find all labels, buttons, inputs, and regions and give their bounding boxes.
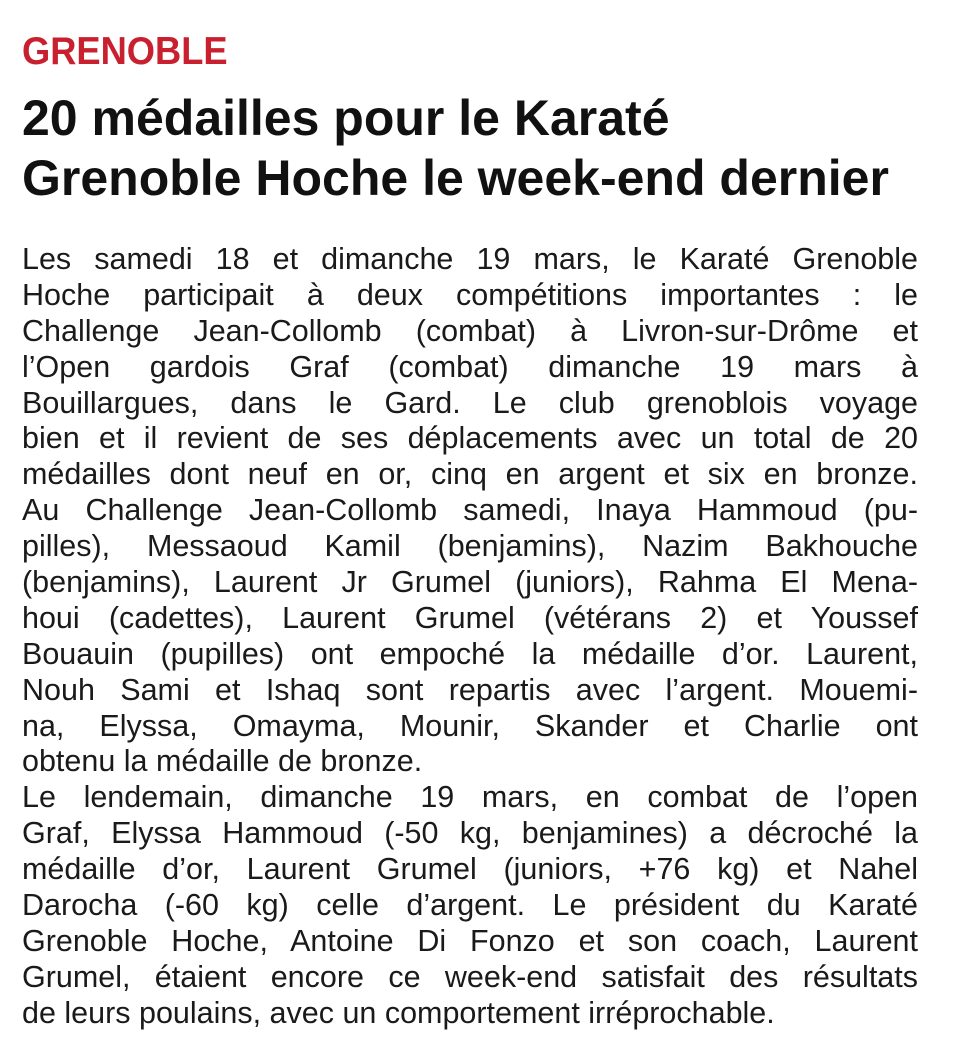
headline-line: 20 médailles pour le Karaté: [22, 90, 670, 146]
body-line: Grenoble Hoche, Antoine Di Fonzo et son coach, Laurent: [22, 923, 918, 958]
body-line: Grumel, étaient encore ce week-end satisfait des résultats: [22, 959, 918, 994]
body-line: bien et il revient de ses déplacements avec un total de 20: [22, 421, 918, 456]
body-line: Darocha (-60 kg) celle d’argent. Le président du Karaté: [22, 888, 918, 923]
body-line: Bouillargues, dans le Gard. Le club grenoblois voyage: [22, 385, 918, 420]
headline-line: Grenoble Hoche le week-end dernier: [22, 150, 889, 206]
body-line: de leurs poulains, avec un comportement irréprochable.: [22, 995, 775, 1030]
body-line: Hoche participait à deux compétitions importantes : le: [22, 277, 918, 312]
body-line: médaille d’or, Laurent Grumel (juniors, +76 kg) et Nahel: [22, 852, 918, 887]
body-line: Graf, Elyssa Hammoud (-50 kg, benjamines) a décroché la: [22, 816, 918, 851]
body-line: Challenge Jean-Collomb (combat) à Livron-sur-Drôme et: [22, 313, 918, 348]
body-line: l’Open gardois Graf (combat) dimanche 19 mars à: [22, 349, 918, 384]
body-line: Le lendemain, dimanche 19 mars, en combat de l’open: [22, 780, 918, 815]
headline: [22, 88, 918, 208]
body-line: houi (cadettes), Laurent Grumel (vétérans 2) et Youssef: [22, 600, 918, 635]
body-line: Nouh Sami et Ishaq sont repartis avec l’argent. Mouemi-: [22, 672, 918, 707]
section-kicker: GRENOBLE: [22, 30, 228, 73]
body-line: Les samedi 18 et dimanche 19 mars, le Karaté Grenoble: [22, 242, 918, 276]
article-body: [22, 242, 918, 1032]
body-line: pilles), Messaoud Kamil (benjamins), Nazim Bakhouche: [22, 529, 918, 564]
body-line: obtenu la médaille de bronze.: [22, 744, 423, 779]
body-line: (benjamins), Laurent Jr Grumel (juniors), Rahma El Mena-: [22, 565, 918, 600]
body-line: Bouauin (pupilles) ont empoché la médaille d’or. Laurent,: [22, 636, 918, 671]
body-line: na, Elyssa, Omayma, Mounir, Skander et Charlie ont: [22, 708, 918, 743]
body-line: Au Challenge Jean-Collomb samedi, Inaya Hammoud (pu-: [22, 493, 918, 528]
body-line: médailles dont neuf en or, cinq en argent et six en bronze.: [22, 457, 918, 492]
